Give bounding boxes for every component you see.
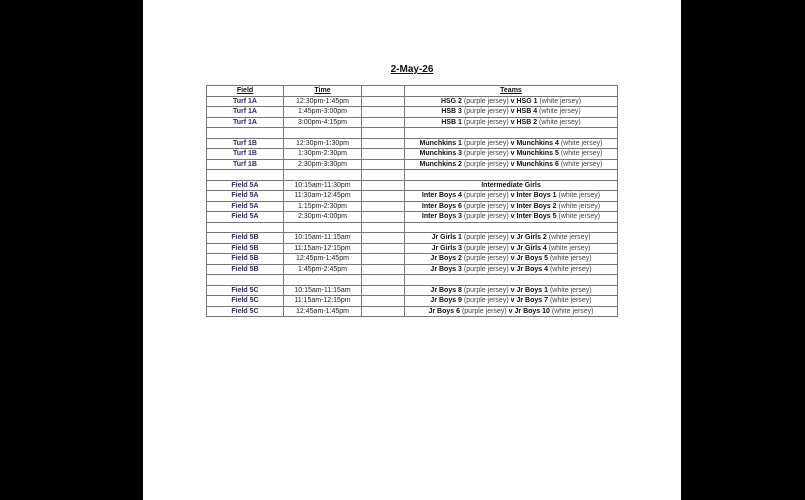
schedule-body (207, 96, 618, 317)
away-jersey: (white jersey) (539, 108, 581, 115)
versus: v (510, 192, 515, 199)
empty-cell (284, 275, 362, 286)
teams-cell (405, 296, 618, 307)
empty-cell (362, 243, 405, 254)
time-cell: 12:30pm-1:30pm (284, 138, 362, 149)
table-row (207, 306, 618, 317)
versus: v (510, 297, 515, 304)
home-team: Inter Boys 6 (421, 202, 462, 210)
teams-cell (405, 149, 618, 160)
field-cell: Turf 1A (207, 96, 284, 107)
teams-cell (405, 96, 618, 107)
document-page (143, 0, 681, 500)
spacer-row (207, 128, 618, 139)
away-jersey: (white jersey) (549, 255, 592, 262)
empty-cell (362, 201, 405, 212)
versus: v (510, 118, 515, 126)
empty-cell (405, 275, 618, 286)
empty-cell (362, 254, 405, 265)
header-time: Time (284, 86, 362, 97)
away-team: Jr Boys 5 (516, 255, 548, 262)
teams-cell (405, 285, 618, 296)
table-row (207, 296, 618, 307)
time-cell: 12:45am-1:45pm (284, 306, 362, 317)
away-team: HSB 2 (516, 118, 538, 126)
home-jersey: (purple jersey) (463, 297, 509, 304)
teams-cell (405, 201, 618, 212)
home-jersey: (purple jersey) (463, 160, 509, 168)
home-jersey: (purple jersey) (463, 108, 509, 115)
empty-cell (207, 275, 284, 286)
away-jersey: (white jersey) (549, 297, 592, 304)
teams-cell (405, 117, 618, 128)
home-jersey: (purple jersey) (463, 150, 509, 157)
home-team: HSG 2 (440, 97, 462, 105)
time-cell: 11:30am-12:45pm (284, 191, 362, 202)
home-team: Munchkins 3 (419, 150, 462, 157)
away-team: Jr Boys 1 (516, 286, 548, 294)
spacer-row (207, 222, 618, 233)
home-team: Inter Boys 3 (421, 213, 462, 220)
home-jersey: (purple jersey) (463, 97, 509, 105)
time-cell: 2:30pm-3:30pm (284, 159, 362, 170)
versus: v (510, 265, 515, 273)
home-jersey: (purple jersey) (463, 213, 509, 220)
table-row (207, 149, 618, 160)
field-cell: Field 5B (207, 264, 284, 275)
empty-cell (362, 170, 405, 181)
spacer-row (207, 170, 618, 181)
header-field: Field (207, 86, 284, 97)
away-team: Jr Boys 4 (516, 265, 548, 273)
versus: v (510, 150, 515, 157)
home-team: Munchkins 1 (419, 139, 462, 147)
empty-cell (207, 222, 284, 233)
away-jersey: (white jersey) (548, 234, 591, 241)
table-row (207, 138, 618, 149)
time-cell: 1:30pm-2:30pm (284, 149, 362, 160)
time-cell: 2:30pm-4:00pm (284, 212, 362, 223)
home-team: Jr Girls 1 (431, 234, 462, 241)
table-row (207, 159, 618, 170)
home-team: HSB 3 (441, 108, 462, 115)
table-row (207, 117, 618, 128)
time-cell: 11:15am-12:15pm (284, 243, 362, 254)
header-row (207, 86, 618, 97)
home-jersey: (purple jersey) (463, 244, 509, 252)
teams-cell (405, 159, 618, 170)
away-jersey: (white jersey) (548, 244, 591, 252)
empty-cell (405, 222, 618, 233)
home-team: Jr Boys 9 (430, 297, 462, 304)
away-jersey: (white jersey) (539, 97, 582, 105)
table-row (207, 285, 618, 296)
versus: v (508, 307, 513, 315)
empty-cell (207, 128, 284, 139)
teams-cell (405, 212, 618, 223)
away-jersey: (white jersey) (560, 160, 603, 168)
table-row (207, 201, 618, 212)
empty-cell (362, 264, 405, 275)
away-team: Munchkins 6 (516, 160, 559, 168)
home-jersey: (purple jersey) (461, 307, 507, 315)
division-note: Intermediate Girls (481, 181, 541, 189)
empty-cell (362, 96, 405, 107)
empty-cell (362, 233, 405, 244)
home-team: Jr Boys 8 (430, 286, 462, 294)
home-jersey: (purple jersey) (463, 286, 509, 294)
home-team: Jr Boys 6 (428, 307, 460, 315)
schedule-table (206, 85, 618, 317)
empty-cell (405, 128, 618, 139)
field-cell: Field 5B (207, 233, 284, 244)
home-team: Jr Girls 3 (431, 244, 462, 252)
away-jersey: (white jersey) (549, 265, 592, 273)
home-team: Jr Boys 2 (430, 255, 462, 262)
time-cell: 10:15am-11:15am (284, 285, 362, 296)
versus: v (510, 108, 515, 115)
home-jersey: (purple jersey) (463, 139, 509, 147)
empty-cell (207, 170, 284, 181)
field-cell: Turf 1B (207, 138, 284, 149)
home-jersey: (purple jersey) (463, 255, 509, 262)
away-jersey: (white jersey) (558, 202, 601, 210)
field-cell: Field 5C (207, 306, 284, 317)
time-cell: 11:15am-12:15pm (284, 296, 362, 307)
empty-cell (362, 117, 405, 128)
header-teams: Teams (405, 86, 618, 97)
field-cell: Field 5B (207, 254, 284, 265)
versus: v (510, 286, 515, 294)
field-cell: Field 5A (207, 212, 284, 223)
field-cell: Field 5A (207, 191, 284, 202)
home-jersey: (purple jersey) (463, 234, 509, 241)
away-team: Jr Girls 2 (516, 234, 547, 241)
field-cell: Field 5A (207, 201, 284, 212)
table-row (207, 254, 618, 265)
table-row (207, 191, 618, 202)
field-cell: Field 5B (207, 243, 284, 254)
empty-cell (362, 180, 405, 191)
home-team: Munchkins 2 (419, 160, 462, 168)
away-jersey: (white jersey) (551, 307, 594, 315)
away-team: Jr Boys 10 (514, 307, 550, 315)
home-jersey: (purple jersey) (463, 192, 509, 199)
table-row (207, 233, 618, 244)
field-cell: Turf 1B (207, 149, 284, 160)
teams-cell (405, 138, 618, 149)
home-team: Inter Boys 4 (421, 192, 462, 199)
field-cell: Field 5A (207, 180, 284, 191)
field-cell: Turf 1A (207, 117, 284, 128)
versus: v (510, 234, 515, 241)
empty-cell (362, 149, 405, 160)
time-cell: 12:45pm-1:45pm (284, 254, 362, 265)
away-jersey: (white jersey) (560, 150, 603, 157)
empty-cell (362, 159, 405, 170)
empty-cell (362, 285, 405, 296)
versus: v (510, 139, 515, 147)
away-team: Inter Boys 1 (516, 192, 557, 199)
spacer-row (207, 275, 618, 286)
versus: v (510, 244, 515, 252)
empty-cell (284, 222, 362, 233)
field-cell: Field 5C (207, 296, 284, 307)
empty-cell (362, 128, 405, 139)
table-row (207, 96, 618, 107)
empty-cell (362, 306, 405, 317)
table-row (207, 243, 618, 254)
table-row (207, 212, 618, 223)
field-cell: Turf 1B (207, 159, 284, 170)
empty-cell (362, 212, 405, 223)
empty-cell (405, 170, 618, 181)
teams-cell (405, 107, 618, 118)
empty-cell (284, 170, 362, 181)
away-team: Munchkins 4 (516, 139, 559, 147)
teams-cell (405, 180, 618, 191)
versus: v (510, 255, 515, 262)
empty-cell (362, 296, 405, 307)
away-jersey: (white jersey) (558, 192, 601, 199)
time-cell: 3:00pm-4:15pm (284, 117, 362, 128)
away-team: Jr Girls 4 (516, 244, 547, 252)
table-row (207, 107, 618, 118)
header-blank (362, 86, 405, 97)
time-cell: 12:30pm-1:45pm (284, 96, 362, 107)
versus: v (510, 160, 515, 168)
time-cell: 1:45pm-2:45pm (284, 264, 362, 275)
empty-cell (362, 138, 405, 149)
home-jersey: (purple jersey) (463, 265, 509, 273)
teams-cell (405, 254, 618, 265)
table-row (207, 264, 618, 275)
empty-cell (362, 107, 405, 118)
empty-cell (362, 191, 405, 202)
home-team: Jr Boys 3 (430, 265, 462, 273)
teams-cell (405, 306, 618, 317)
teams-cell (405, 243, 618, 254)
schedule-date-title: 2-May-26 (390, 64, 434, 75)
versus: v (510, 213, 515, 220)
empty-cell (284, 128, 362, 139)
away-jersey: (white jersey) (549, 286, 592, 294)
away-team: HSG 1 (516, 97, 538, 105)
field-cell: Field 5C (207, 285, 284, 296)
away-jersey: (white jersey) (539, 118, 581, 126)
versus: v (510, 202, 515, 210)
away-team: Jr Boys 7 (516, 297, 548, 304)
empty-cell (362, 222, 405, 233)
teams-cell (405, 264, 618, 275)
teams-cell (405, 191, 618, 202)
table-row (207, 180, 618, 191)
time-cell: 10:15am-11:15am (284, 233, 362, 244)
empty-cell (362, 275, 405, 286)
time-cell: 1:15pm-2:30pm (284, 201, 362, 212)
away-team: HSB 4 (516, 108, 538, 115)
time-cell: 1:45pm-3:00pm (284, 107, 362, 118)
field-cell: Turf 1A (207, 107, 284, 118)
away-team: Munchkins 5 (516, 150, 559, 157)
away-jersey: (white jersey) (560, 139, 603, 147)
teams-cell (405, 233, 618, 244)
away-team: Inter Boys 5 (516, 213, 557, 220)
versus: v (510, 97, 515, 105)
away-jersey: (white jersey) (558, 213, 601, 220)
away-team: Inter Boys 2 (516, 202, 557, 210)
home-jersey: (purple jersey) (463, 202, 509, 210)
home-team: HSB 1 (441, 118, 462, 126)
home-jersey: (purple jersey) (463, 118, 509, 126)
time-cell: 10:15am-11:30pm (284, 180, 362, 191)
